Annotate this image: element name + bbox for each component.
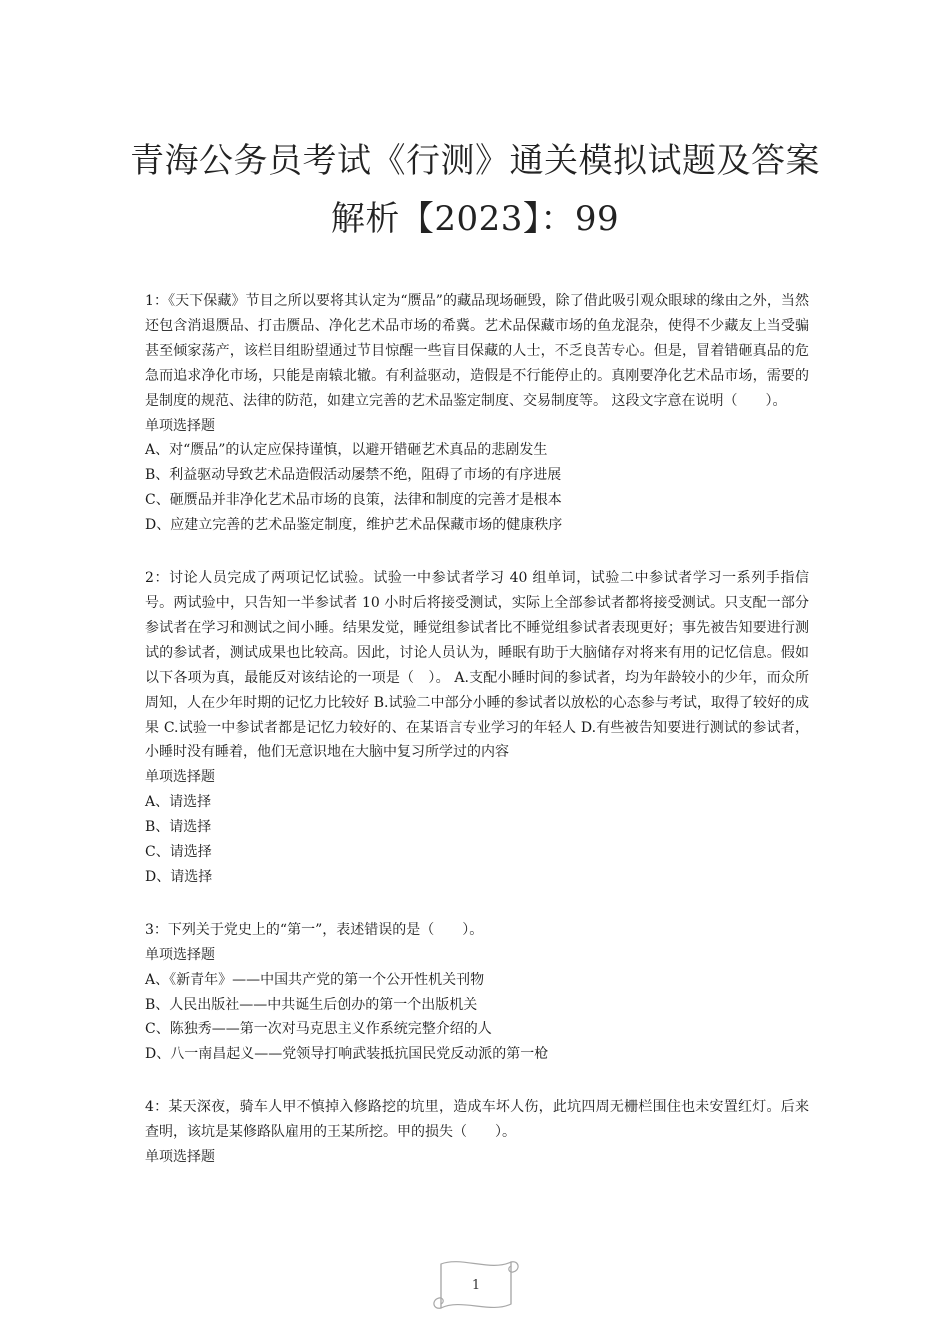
- question-1: [145, 289, 809, 538]
- option-d: D、请选择: [145, 868, 213, 885]
- page-footer: [433, 1254, 519, 1320]
- option-b: B、利益驱动导致艺术品造假活动屡禁不绝，阻碍了市场的有序进展: [145, 467, 562, 484]
- option-a: A、对“赝品”的认定应保持谨慎，以避开错砸艺术真品的悲剧发生: [145, 442, 548, 459]
- page-title: 青海公务员考试《行测》通关模拟试题及答案解析【2023】：99: [130, 141, 820, 239]
- question-2: [145, 566, 809, 890]
- option-d: D、应建立完善的艺术品鉴定制度，维护艺术品保藏市场的健康秩序: [145, 517, 563, 534]
- option-a: A、请选择: [145, 794, 212, 811]
- option-c: C、请选择: [145, 844, 212, 861]
- question-4: [145, 1095, 809, 1170]
- option-b: B、人民出版社——中共诞生后创办的第一个出版机关: [145, 996, 478, 1013]
- question-text: 1：《天下保藏》节目之所以要将其认定为“赝品”的藏品现场砸毁，除了借此吸引观众眼球的缘由之外，当然还包含消退赝品、打击赝品、净化艺术品市场的希冀。艺术品保藏市场的鱼龙混杂，使得不少藏友上当受骗甚至倾家荡产，该栏目组盼望通过节目惊醒一些盲目保藏的人士，不乏良苦专心。但是，冒着错砸真品的危急而追求净化市场，只能是南辕北辙。有利益驱动，造假是不行能停止的。真刚要净化艺术品市场，需要的是制度的规范、法律的防范，如建立完善的艺术品鉴定制度、交易制度等。 这段文字意在说明（ ）。: [145, 293, 809, 409]
- question-type: 单项选择题: [145, 769, 215, 786]
- page-number: 1: [471, 1278, 481, 1293]
- question-3: [145, 918, 809, 1067]
- question-text: 2：讨论人员完成了两项记忆试验。试验一中参试者学习 40 组单词，试验二中参试者学习一系列手指信号。两试验中，只告知一半参试者 10 小时后将接受测试，实际上全部参试者都将接受测试。只支配一部分参试者在学习和测试之间小睡。结果发觉，睡觉组参试者比不睡觉组参试者表现更好；事先被告知要进行测试的参试者，测试成果也比较高。因此，讨论人员认为，睡眠有助于大脑储存对将来有用的记忆信息。假如以下各项为真，最能反对该结论的一项是（ ）。 A.支配小睡时间的参试者，均为年龄较小的少年，而众所周知，人在少年时期的记忆力比较好 B.试验二中部分小睡的参试者以放松的心态参与考试，取得了较好的成果 C.试验一中参试者都是记忆力较好的、在某语言专业学习的年轻人 D.有些被告知要进行测试的参试者，小睡时没有睡着，他们无意识地在大脑中复习所学过的内容: [145, 570, 809, 761]
- question-type: 单项选择题: [145, 946, 215, 963]
- option-c: C、陈独秀——第一次对马克思主义作系统完整介绍的人: [145, 1021, 492, 1038]
- question-type: 单项选择题: [145, 417, 215, 434]
- option-b: B、请选择: [145, 819, 212, 836]
- question-text: 4：某天深夜，骑车人甲不慎掉入修路挖的坑里，造成车坏人伤，此坑四周无栅栏围住也未安置红灯。后来查明，该坑是某修路队雇用的王某所挖。甲的损失（ ）。: [145, 1099, 809, 1141]
- option-c: C、砸赝品并非净化艺术品市场的良策，法律和制度的完善才是根本: [145, 492, 562, 509]
- question-type: 单项选择题: [145, 1149, 215, 1166]
- option-d: D、八一南昌起义——党领导打响武装抵抗国民党反动派的第一枪: [145, 1046, 549, 1063]
- option-a: A、《新青年》——中国共产党的第一个公开性机关刊物: [145, 971, 485, 988]
- question-list: [145, 289, 809, 1170]
- question-text: 3：下列关于党史上的“第一”，表述错误的是（ ）。: [145, 921, 484, 938]
